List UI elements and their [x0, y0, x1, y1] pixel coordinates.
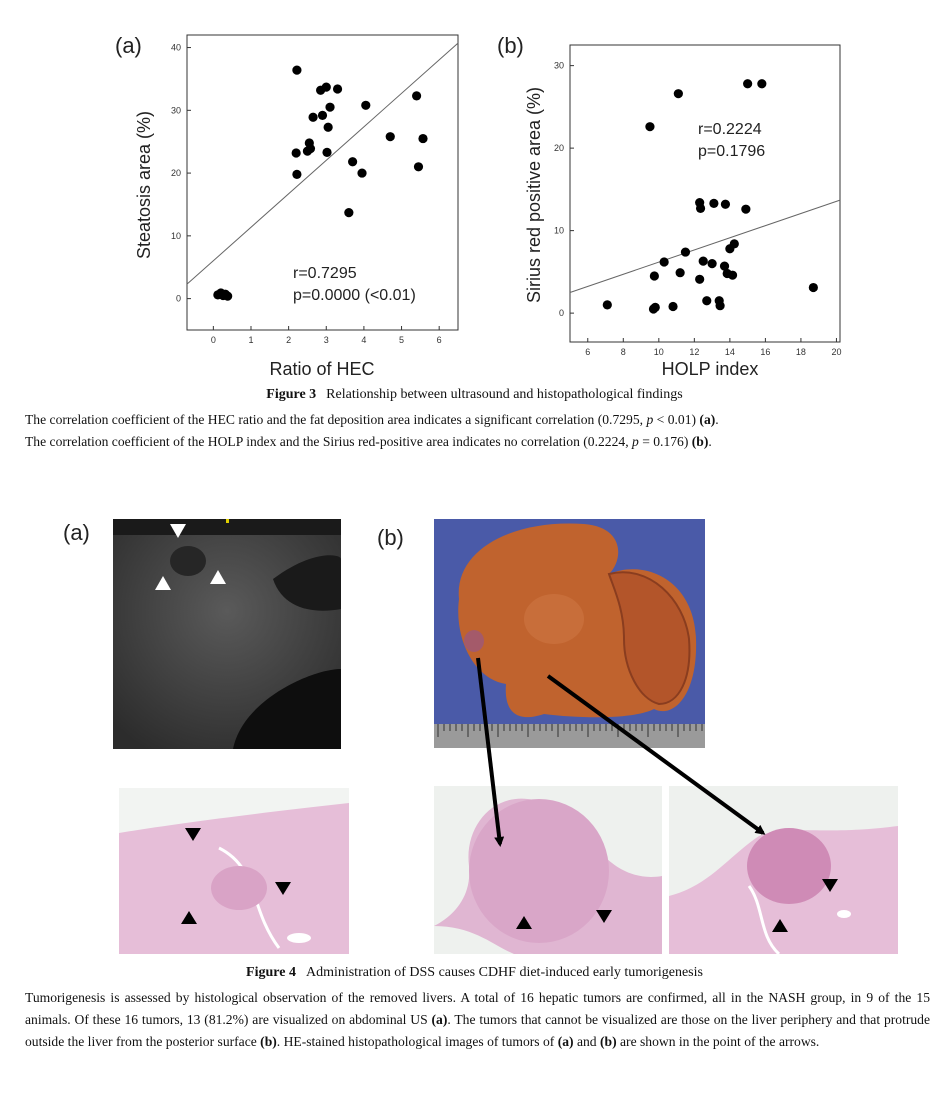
chart-b-xlabel: HOLP index [661, 359, 759, 379]
fig3-caption-line1: The correlation coefficient of the HEC ratio and the fat deposition area indicates a significant correlation (0.7295, p < 0.01) (a). [25, 412, 719, 427]
chart-a-point [414, 162, 423, 171]
chart-a-point [292, 170, 301, 179]
fig4-caption-title [0, 965, 949, 981]
chart-a-ytick-label: 30 [170, 105, 181, 116]
chart-b-xtick-label: 14 [724, 347, 735, 357]
fig4-panel-a-letter: (a) [63, 520, 90, 545]
fig4-panel-b-letter: (b) [377, 525, 404, 550]
us-arrowhead-right [210, 570, 226, 584]
us-arrowhead-top [170, 524, 186, 538]
he-a-arrowhead-3 [181, 911, 197, 924]
chart-b-point [651, 303, 660, 312]
chart-b-point [668, 302, 677, 311]
he-b1-arrowhead-2 [596, 910, 612, 923]
chart-a-point [292, 66, 301, 75]
chart-a-point [418, 134, 427, 143]
chart-a-point [318, 111, 327, 120]
us-tumor [170, 546, 206, 576]
chart-a-point [325, 103, 334, 112]
chart-b-ytick-label: 10 [553, 225, 564, 236]
chart-b-point [757, 79, 766, 88]
chart-b-points [603, 79, 818, 313]
chart-a-point [324, 123, 333, 132]
fig3-panel-a-letter: (a) [115, 33, 142, 58]
chart-b-point [708, 259, 717, 268]
chart-b [520, 30, 855, 390]
chart-a-point [306, 144, 315, 153]
chart-b-point [728, 271, 737, 280]
he-a-arrowhead-1 [185, 828, 201, 841]
chart-b-point [702, 296, 711, 305]
chart-a-point [223, 292, 232, 301]
chart-b-ytick-label: 0 [558, 308, 564, 319]
chart-b-xtick-label: 16 [760, 347, 771, 357]
chart-b-stat-r: r=0.2224 [698, 121, 762, 138]
chart-b-xticks [585, 338, 841, 357]
chart-a-point [308, 113, 317, 122]
chart-a-xtick-label: 1 [248, 335, 254, 345]
chart-a-ytick-label: 10 [170, 230, 181, 241]
chart-b-point [695, 275, 704, 284]
chart-a-point [386, 132, 395, 141]
chart-a-xticks [211, 326, 442, 345]
chart-a-xlabel: Ratio of HEC [269, 359, 375, 379]
fig3-caption-line2: The correlation coefficient of the HOLP index and the Sirius red-positive area indicates no correlation (0.2224, p = 0.176) (b). [25, 434, 712, 449]
fig3-caption-label: Figure 3 [266, 387, 317, 402]
chart-a-xtick-label: 6 [436, 335, 442, 345]
ultrasound-image [113, 519, 341, 749]
chart-a-xtick-label: 0 [210, 335, 216, 345]
chart-a-xtick-label: 2 [286, 335, 292, 345]
he-b1-arrowhead-1 [516, 916, 532, 929]
chart-a-point [348, 157, 357, 166]
chart-b-point [660, 257, 669, 266]
chart-b-point [715, 301, 724, 310]
chart-a [120, 30, 480, 390]
chart-b-stat-p: p=0.1796 [698, 143, 766, 160]
fig4-caption-body: Tumorigenesis is assessed by histological observation of the removed livers. A total of 16 hepatic tumors are confirmed, all in the NASH group, in 9 of the 15 animals. Of these 16 tumors, 13 (81.2%) are visualized on abdominal US (a). The tumors that cannot be visualized are those on the liver periphery and that protrude outside the liver from the posterior surface (b). HE-stained histopathological images of tumors of (a) and (b) are shown in the point of the arrows. [25, 990, 931, 1049]
chart-a-xtick-label: 4 [361, 335, 367, 345]
chart-a-point [344, 208, 353, 217]
chart-b-xtick-label: 12 [689, 347, 700, 357]
ultrasound-texture [113, 519, 341, 749]
chart-a-xtick-label: 3 [323, 335, 329, 345]
chart-a-point [333, 84, 342, 93]
fig3-caption-body [25, 409, 930, 453]
liver-photo [434, 519, 705, 748]
chart-b-xtick-label: 18 [795, 347, 806, 357]
chart-b-xtick-label: 10 [653, 347, 664, 357]
chart-a-yticks [171, 43, 191, 304]
chart-b-point [721, 200, 730, 209]
chart-b-xtick-label: 6 [585, 347, 591, 357]
he-image-a [119, 788, 349, 954]
chart-b-ytick-label: 30 [553, 60, 564, 71]
chart-a-stat-p: p=0.0000 (<0.01) [293, 287, 416, 304]
chart-a-point [357, 168, 366, 177]
he-image-b2 [669, 786, 898, 954]
chart-a-point [361, 101, 370, 110]
chart-a-stat-r: r=0.7295 [293, 265, 357, 282]
chart-b-point [645, 122, 654, 131]
chart-b-point [650, 271, 659, 280]
fig3-panel-b-letter: (b) [497, 33, 524, 58]
chart-a-point [412, 91, 421, 100]
chart-b-ytick-label: 20 [553, 143, 564, 154]
chart-b-point [674, 89, 683, 98]
chart-a-point [322, 82, 331, 91]
chart-a-ytick-label: 20 [170, 168, 181, 179]
chart-b-point [676, 268, 685, 277]
chart-b-point [741, 205, 750, 214]
chart-b-xtick-label: 20 [831, 347, 842, 357]
chart-b-point [730, 239, 739, 248]
chart-b-point [603, 300, 612, 309]
chart-b-point [681, 247, 690, 256]
chart-b-point [809, 283, 818, 292]
chart-b-point [709, 199, 718, 208]
he-image-b1 [434, 786, 662, 954]
he-a-arrowhead-2 [275, 882, 291, 895]
chart-a-point [292, 148, 301, 157]
chart-b-point [743, 79, 752, 88]
liver-drawing [434, 519, 705, 748]
fig3-caption-text: Relationship between ultrasound and histopathological findings [326, 387, 683, 402]
fig3-caption-title [0, 387, 949, 403]
liver-nodule [464, 630, 484, 652]
fig4-caption-label: Figure 4 [246, 965, 296, 980]
chart-b-ylabel: Sirius red positive area (%) [524, 86, 544, 304]
chart-b-xtick-label: 8 [620, 347, 626, 357]
chart-b-point [696, 204, 705, 213]
chart-b-point [699, 257, 708, 266]
chart-a-ylabel: Steatosis area (%) [134, 110, 154, 260]
he-b2-arrowhead-2 [772, 919, 788, 932]
chart-a-ytick-label: 0 [175, 293, 181, 304]
chart-b-trendline [570, 200, 840, 292]
chart-a-xtick-label: 5 [399, 335, 405, 345]
chart-a-point [322, 148, 331, 157]
chart-b-yticks [554, 61, 574, 319]
he-b2-arrowhead-1 [822, 879, 838, 892]
us-arrowhead-left [155, 576, 171, 590]
chart-a-ytick-label: 40 [170, 42, 181, 53]
fig4-caption-text: Administration of DSS causes CDHF diet-induced early tumorigenesis [305, 965, 703, 980]
